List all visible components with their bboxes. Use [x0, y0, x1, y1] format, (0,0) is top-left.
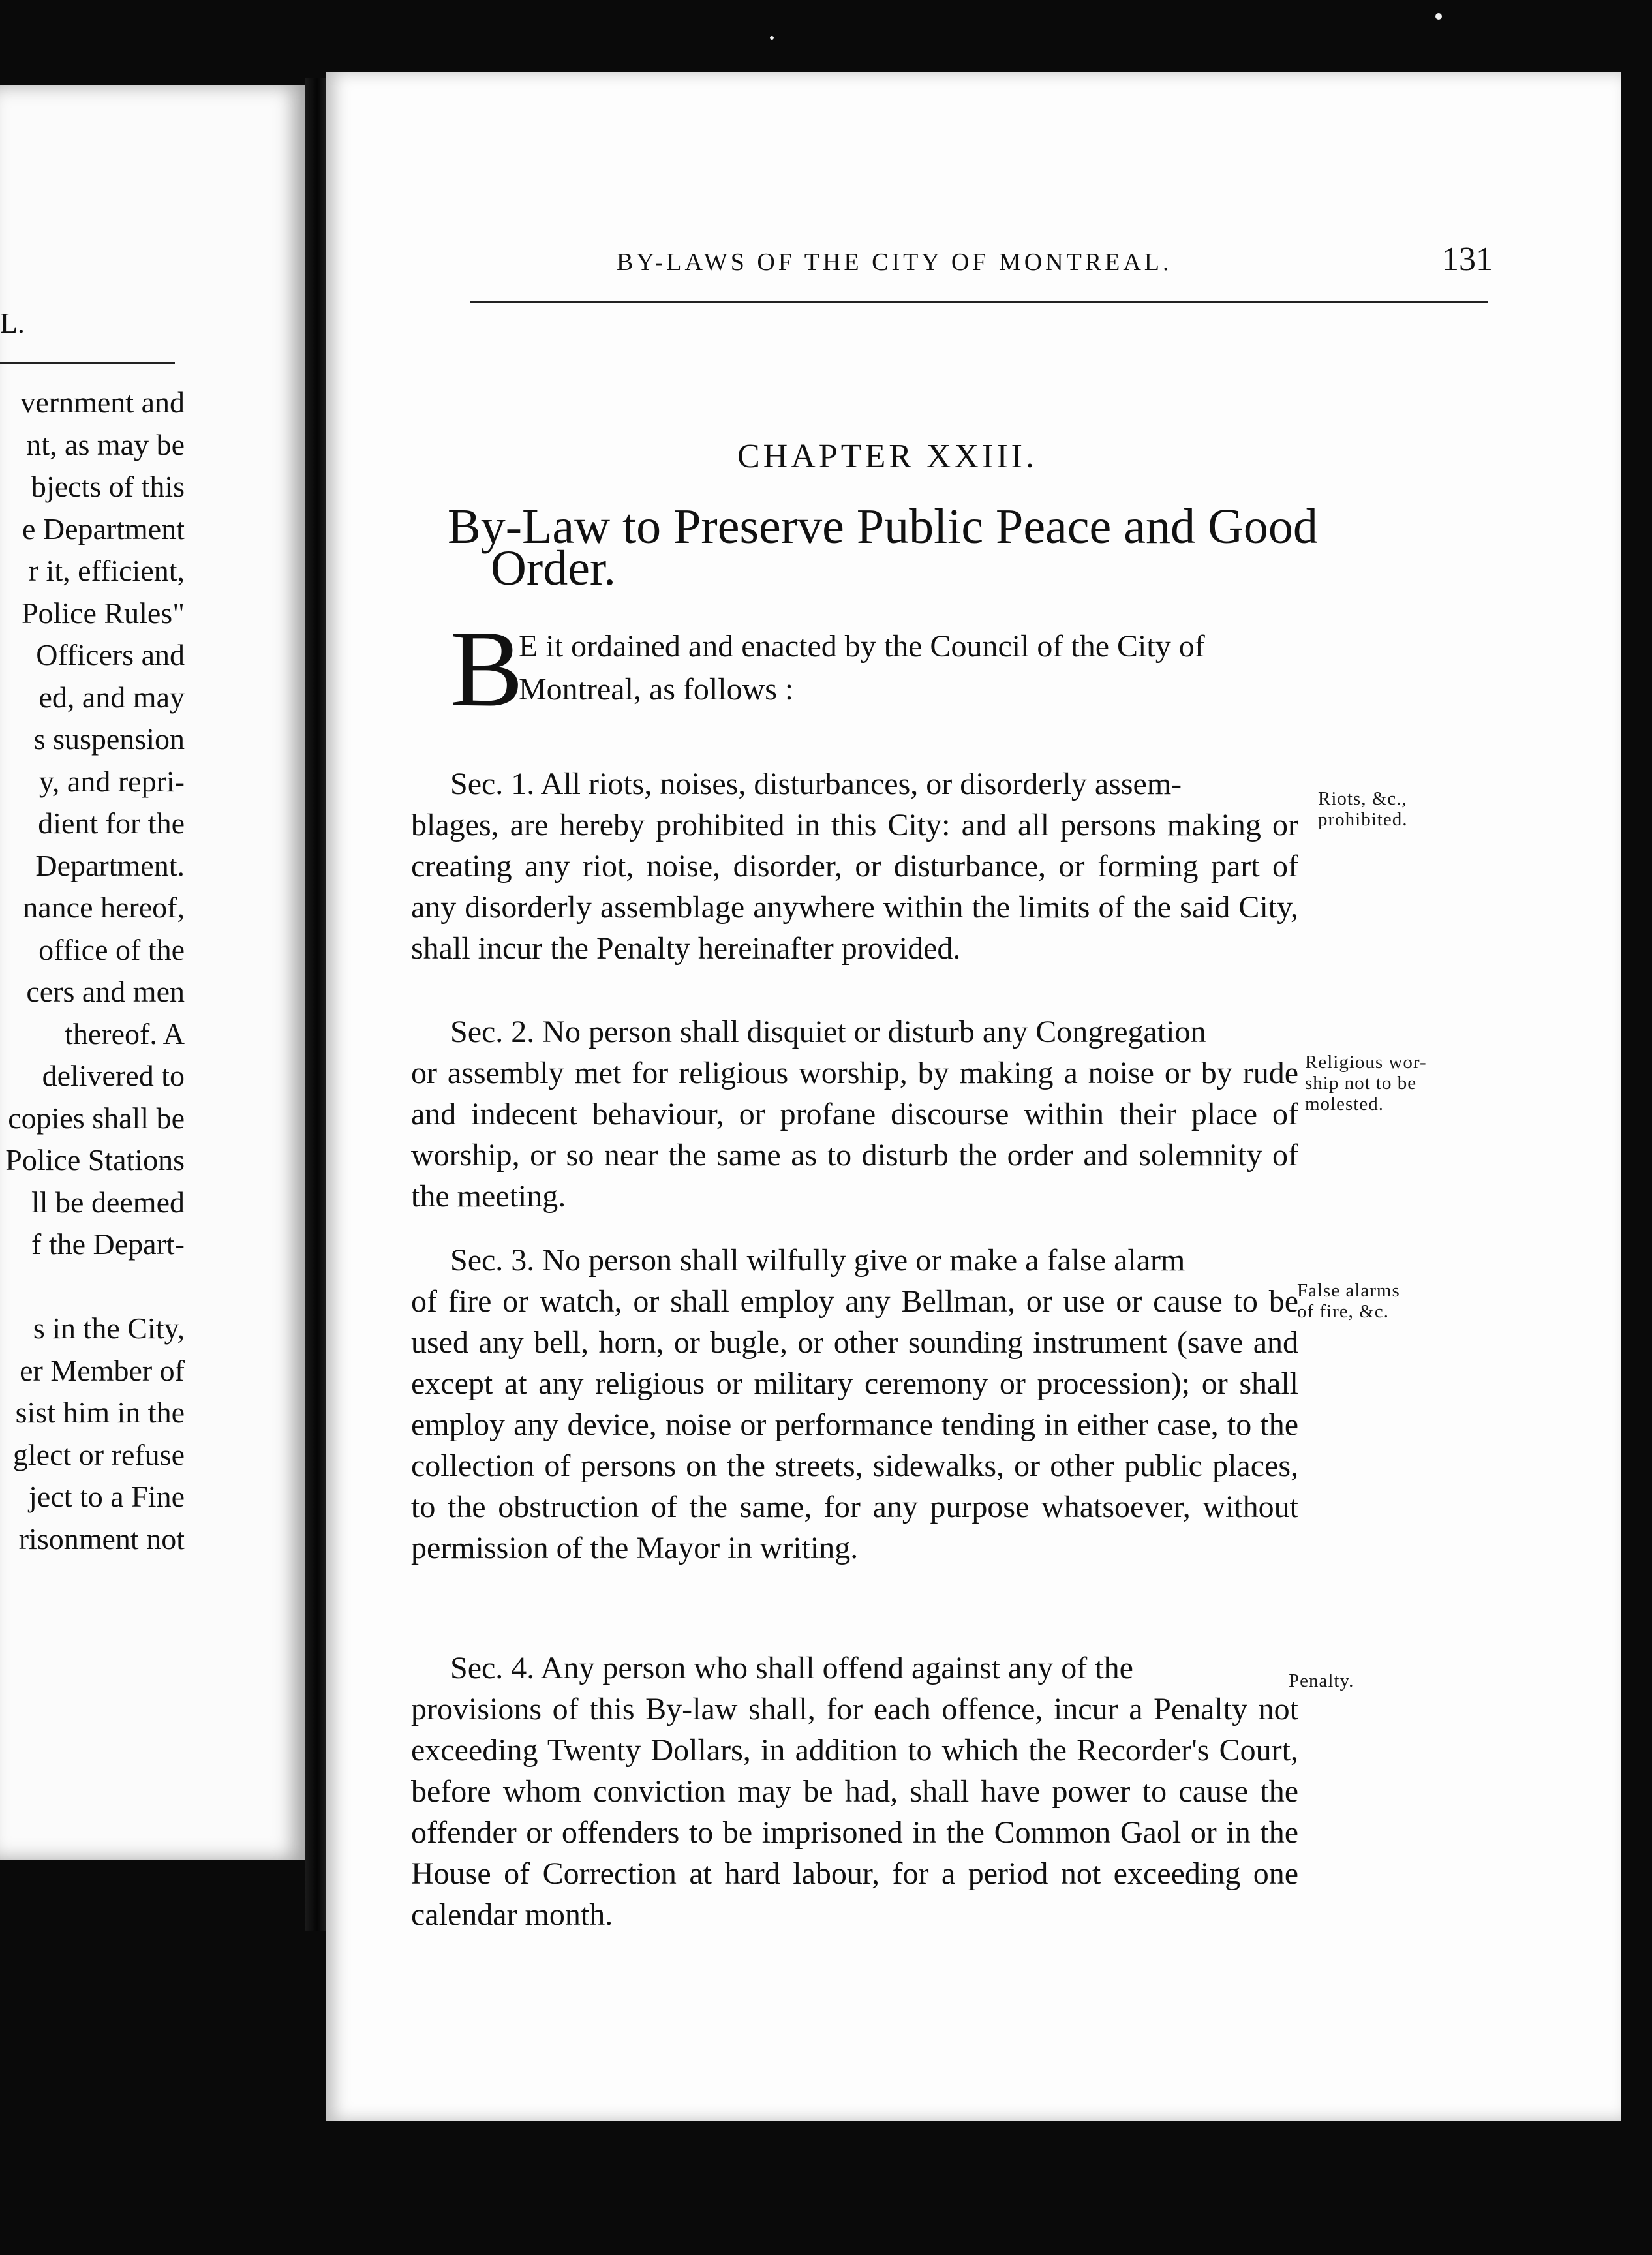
- previous-page-line: sist him in the: [15, 1396, 185, 1429]
- margin-note-section-4: [1289, 1670, 1354, 1691]
- previous-page-fragment: [0, 85, 305, 1860]
- previous-page-header-rule: [0, 362, 175, 364]
- header-rule: [470, 301, 1488, 303]
- section-4-first-line: Sec. 4. Any person who shall offend against any of the: [450, 1651, 1133, 1685]
- section-4: [411, 1648, 1298, 1935]
- margin-note-line: Riots, &c.,: [1318, 788, 1407, 809]
- previous-page-line: vernment and: [20, 386, 185, 419]
- previous-page-line: dient for the: [38, 806, 185, 840]
- previous-page-line: y, and repri-: [38, 764, 185, 798]
- previous-page-line: e Department: [22, 512, 185, 545]
- previous-page-line: r it, efficient,: [28, 554, 185, 587]
- scan-speck: [1435, 13, 1442, 20]
- book-page-131: [326, 72, 1621, 2121]
- section-3: [411, 1240, 1298, 1569]
- previous-page-line: copies shall be: [8, 1101, 185, 1135]
- section-2-first-line: Sec. 2. No person shall disquiet or disturb any Congregation: [450, 1015, 1206, 1049]
- previous-page-line: s in the City,: [33, 1312, 185, 1345]
- enacting-clause-text: [519, 625, 1406, 711]
- previous-page-line: Department.: [35, 848, 185, 882]
- margin-note-line: of fire, &c.: [1297, 1301, 1389, 1322]
- bylaw-title-line-2: Order.: [491, 541, 617, 596]
- margin-note-line: ship not to be: [1305, 1073, 1417, 1094]
- section-1: [411, 763, 1298, 969]
- section-3-body: of fire or watch, or shall employ any Bellman, or use or cause to be used any bell, horn, or bugle, or other sounding instrument (save and except at any religious or military ceremony or procession); or shall employ any device, noise or performance tending in either case, to the collection of persons on the streets, sidewalks, or other public places, to the obstruction of the same, for any purpose whatsoever, without permission of the Mayor in writing.: [411, 1284, 1298, 1565]
- previous-page-line: nance hereof,: [23, 891, 185, 924]
- previous-page-line: cers and men: [26, 975, 185, 1008]
- section-4-body: provisions of this By-law shall, for each offence, incur a Penalty not exceeding Twenty Dollars, in addition to which the Recorder's Court, before whom conviction may be had, shall have power to cause the offender or offenders to be imprisoned in the Common Gaol or in the House of Correction at hard labour, for a period not exceeding one calendar month.: [411, 1692, 1298, 1932]
- enacting-clause-line-1: E it ordained and enacted by the Council of the City of: [519, 629, 1205, 664]
- margin-note-line: False alarms: [1297, 1280, 1400, 1301]
- previous-page-line: ed, and may: [38, 680, 185, 714]
- page-number: 131: [1442, 241, 1493, 278]
- section-3-first-line: Sec. 3. No person shall wilfully give or make a false alarm: [450, 1243, 1185, 1278]
- margin-note-section-2: [1305, 1052, 1427, 1114]
- previous-page-text: [5, 382, 185, 1560]
- section-2-body: or assembly met for religious worship, by making a noise or by rude and indecent behaviour, or profane discourse within their place of worship, or so near the same as to disturb the order and solemnity of the meeting.: [411, 1056, 1298, 1214]
- margin-note-line: molested.: [1305, 1094, 1384, 1114]
- previous-page-line: bjects of this: [31, 470, 185, 503]
- margin-note-section-1: [1318, 788, 1407, 830]
- previous-page-line: delivered to: [42, 1059, 185, 1092]
- previous-page-line: ll be deemed: [31, 1185, 185, 1219]
- previous-page-line: [5, 1266, 185, 1308]
- previous-page-line: s suspension: [33, 722, 185, 756]
- margin-note-section-3: [1297, 1280, 1400, 1322]
- enacting-clause-line-2: Montreal, as follows :: [519, 672, 794, 707]
- previous-page-line: Police Stations: [5, 1143, 185, 1176]
- previous-page-line: glect or refuse: [12, 1437, 185, 1471]
- margin-note-line: prohibited.: [1318, 809, 1408, 830]
- book-gutter: [305, 78, 329, 1931]
- running-head: BY-LAWS OF THE CITY OF MONTREAL.: [617, 249, 1172, 276]
- previous-page-line: nt, as may be: [26, 427, 185, 461]
- previous-page-line: er Member of: [20, 1353, 185, 1387]
- previous-page-line: office of the: [38, 932, 185, 966]
- previous-page-line: ject to a Fine: [29, 1480, 185, 1513]
- bylaw-title: [448, 499, 1400, 596]
- scan-speck: [770, 36, 774, 40]
- previous-page-line: thereof. A: [65, 1017, 185, 1051]
- margin-note-line: Religious wor-: [1305, 1052, 1427, 1073]
- previous-page-line: f the Depart-: [31, 1227, 185, 1261]
- previous-page-line: Officers and: [36, 638, 185, 671]
- drop-cap: B: [450, 608, 524, 729]
- previous-page-line: Police Rules": [21, 596, 185, 630]
- previous-page-header-fragment: L.: [0, 307, 25, 339]
- margin-note-line: Penalty.: [1289, 1670, 1354, 1691]
- chapter-heading: CHAPTER XXIII.: [737, 438, 1037, 475]
- bylaw-title-line-1: By-Law to Preserve Public Peace and Good: [448, 499, 1318, 554]
- section-2: [411, 1011, 1298, 1217]
- section-1-first-line: Sec. 1. All riots, noises, disturbances, or disorderly assem-: [450, 767, 1182, 801]
- previous-page-line: risonment not: [18, 1522, 185, 1556]
- section-1-body: blages, are hereby prohibited in this City: and all persons making or creating any riot, noise, disorder, or disturbance, or forming part of any disorderly assemblage anywhere within the limits of the said City, shall incur the Penalty hereinafter provided.: [411, 808, 1298, 966]
